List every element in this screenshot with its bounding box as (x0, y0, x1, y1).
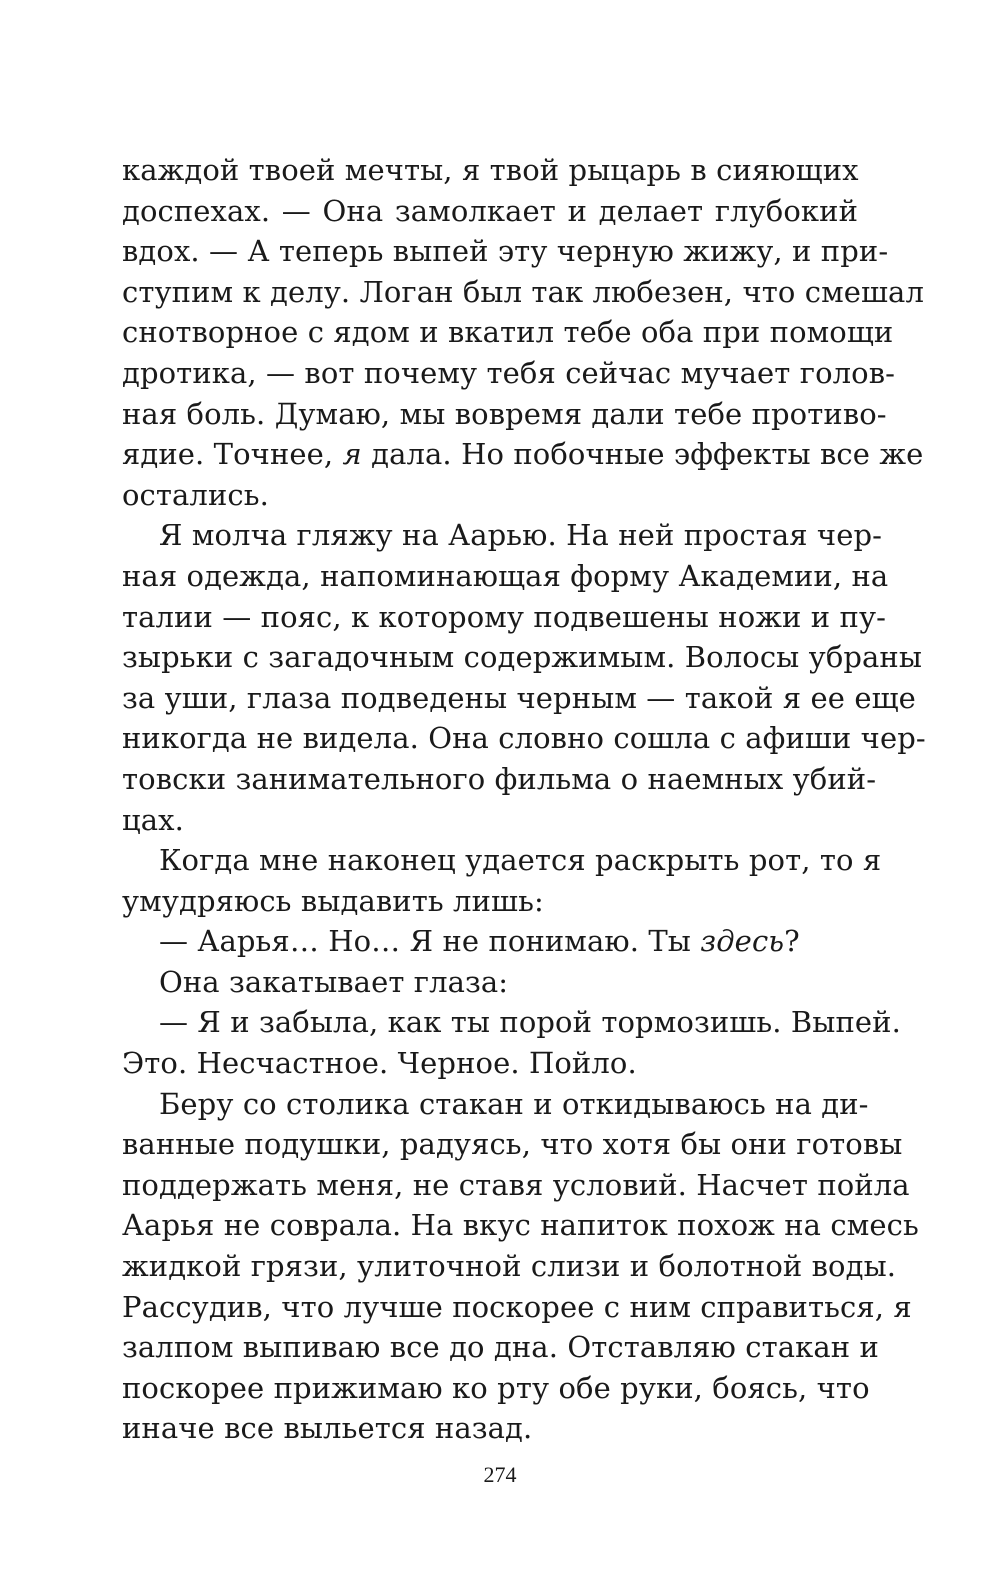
page-number: 274 (483, 1462, 517, 1487)
text-line: жидкой грязи, улиточной слизи и болотной воды. (122, 1249, 897, 1284)
text-line: Это. Несчастное. Черное. Пойло. (122, 1046, 637, 1081)
text-line: вдох. — А теперь выпей эту черную жижу, и при- (122, 234, 889, 269)
text-line: — Аарья… Но… Я не понимаю. Ты здесь? (159, 924, 800, 959)
text-line: Аарья не соврала. На вкус напиток похож на смесь (122, 1208, 919, 1243)
text-line: умудряюсь выдавить лишь: (122, 883, 544, 918)
text-line: ная боль. Думаю, мы вовремя дали тебе противо- (122, 396, 887, 431)
body-text (122, 150, 926, 1449)
text-line: залпом выпиваю все до дна. Отставляю стакан и (122, 1330, 879, 1365)
text-line: снотворное с ядом и вкатил тебе оба при помощи (122, 315, 894, 350)
text-line: поддержать меня, не ставя условий. Насчет пойла (122, 1167, 910, 1202)
text-line: товски занимательного фильма о наемных убий- (122, 761, 877, 796)
text-line: никогда не видела. Она словно сошла с афиши чер- (122, 721, 926, 756)
text-line: дротика, — вот почему тебя сейчас мучает голов- (122, 355, 896, 390)
text-line: остались. (122, 477, 269, 512)
text-line: за уши, глаза подведены черным — такой я ее еще (122, 680, 916, 715)
text-line: поскорее прижимаю ко рту обе руки, боясь, что (122, 1370, 870, 1405)
text-line: ная одежда, напоминающая форму Академии, на (122, 558, 889, 593)
text-line: ядие. Точнее, я дала. Но побочные эффекты все же (122, 437, 924, 472)
text-line: ступим к делу. Логан был так любезен, что смешал (122, 274, 924, 309)
text-line: ванные подушки, радуясь, что хотя бы они готовы (122, 1127, 903, 1162)
text-line: Беру со столика стакан и откидываюсь на ди- (159, 1086, 869, 1121)
text-line: иначе все выльется назад. (122, 1411, 533, 1446)
text-line: каждой твоей мечты, я твой рыцарь в сияющих (122, 153, 859, 187)
text-line: талии — пояс, к которому подвешены ножи и пу- (122, 599, 887, 634)
text-line: зырьки с загадочным содержимым. Волосы убраны (122, 640, 923, 675)
text-line: доспехах. — Она замолкает и делает глубокий (122, 193, 858, 228)
text-line: Она закатывает глаза: (159, 964, 509, 999)
text-line: Когда мне наконец удается раскрыть рот, то я (159, 843, 882, 878)
text-line: Рассудив, что лучше поскорее с ним справиться, я (122, 1289, 912, 1324)
text-line: Я молча гляжу на Аарью. На ней простая чер- (159, 518, 883, 553)
text-line: цах. (122, 802, 184, 837)
text-line: — Я и забыла, как ты порой тормозишь. Выпей. (159, 1005, 901, 1040)
